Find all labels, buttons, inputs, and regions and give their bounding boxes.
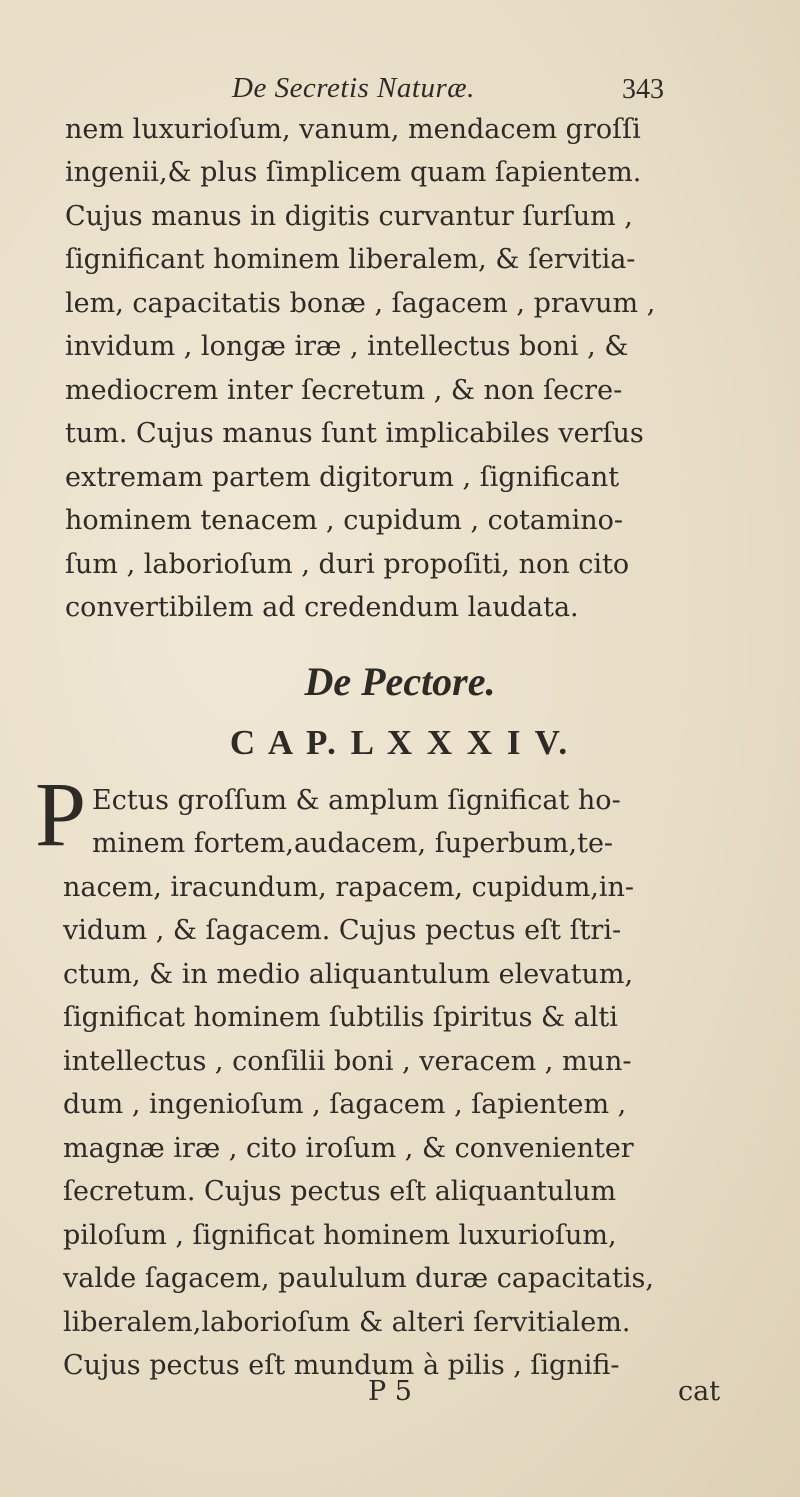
text-line: ſignificant hominem liberalem, & ſervitia- xyxy=(65,244,636,275)
drop-cap: P xyxy=(35,763,87,865)
text-line: valde ſagacem, paululum duræ capacitatis, xyxy=(63,1263,654,1294)
text-line: mediocrem inter ſecretum , & non ſecre- xyxy=(65,375,623,406)
text-line: nem luxurioſum, vanum, mendacem groſſi xyxy=(65,114,641,145)
running-head xyxy=(0,72,800,108)
text-line: nacem, iracundum, rapacem, cupidum,in- xyxy=(63,872,635,903)
text-line: ctum, & in medio aliquantulum elevatum, xyxy=(63,959,634,990)
section-heading: De Pectore. xyxy=(304,659,496,704)
page-number: 343 xyxy=(622,74,664,105)
text-line: magnæ iræ , cito iroſum , & convenienter xyxy=(63,1133,634,1164)
running-head-title: De Secretis Naturæ. xyxy=(232,72,475,104)
catchword: cat xyxy=(678,1376,721,1407)
text-line: ſum , laborioſum , duri propoſiti, non cito xyxy=(65,549,630,580)
text-line: extremam partem digitorum , ſignificant xyxy=(65,462,620,493)
text-line: ſignificat hominem ſubtilis ſpiritus & alti xyxy=(63,1002,618,1033)
text-line: convertibilem ad credendum laudata. xyxy=(65,592,579,623)
text-line: lem, capacitatis bonæ , ſagacem , pravum , xyxy=(65,288,656,319)
text-line: piloſum , ſignificat hominem luxurioſum, xyxy=(63,1220,617,1251)
text-line: Ectus groſſum & amplum ſignificat ho- xyxy=(92,785,621,816)
text-line: tum. Cujus manus ſunt implicabiles verſus xyxy=(65,418,644,449)
text-line: intellectus , conſilii boni , veracem , mun- xyxy=(63,1046,632,1077)
text-line: ſecretum. Cujus pectus eſt aliquantulum xyxy=(63,1176,617,1207)
text-line: vidum , & ſagacem. Cujus pectus eſt ſtri- xyxy=(63,915,622,946)
text-line: hominem tenacem , cupidum , cotaminο- xyxy=(65,505,623,536)
signature-mark: P 5 xyxy=(368,1376,412,1407)
text-line: dum , ingenioſum , ſagacem , ſapientem , xyxy=(63,1089,627,1120)
text-line: liberalem,laborioſum & alteri ſervitialem. xyxy=(63,1307,631,1338)
text-line: Cujus pectus eſt mundum à pilis , ſignifi- xyxy=(63,1350,620,1381)
text-line: invidum , longæ iræ , intellectus boni , & xyxy=(65,331,629,362)
text-line: ingenii,& plus ſimplicem quam ſapientem. xyxy=(65,157,642,188)
text-line: Cujus manus in digitis curvantur ſurſum , xyxy=(65,201,633,232)
text-line: minem fortem,audacem, ſuperbum,te- xyxy=(92,828,614,859)
chapter-label: C A P. L X X X I V. xyxy=(229,723,571,762)
